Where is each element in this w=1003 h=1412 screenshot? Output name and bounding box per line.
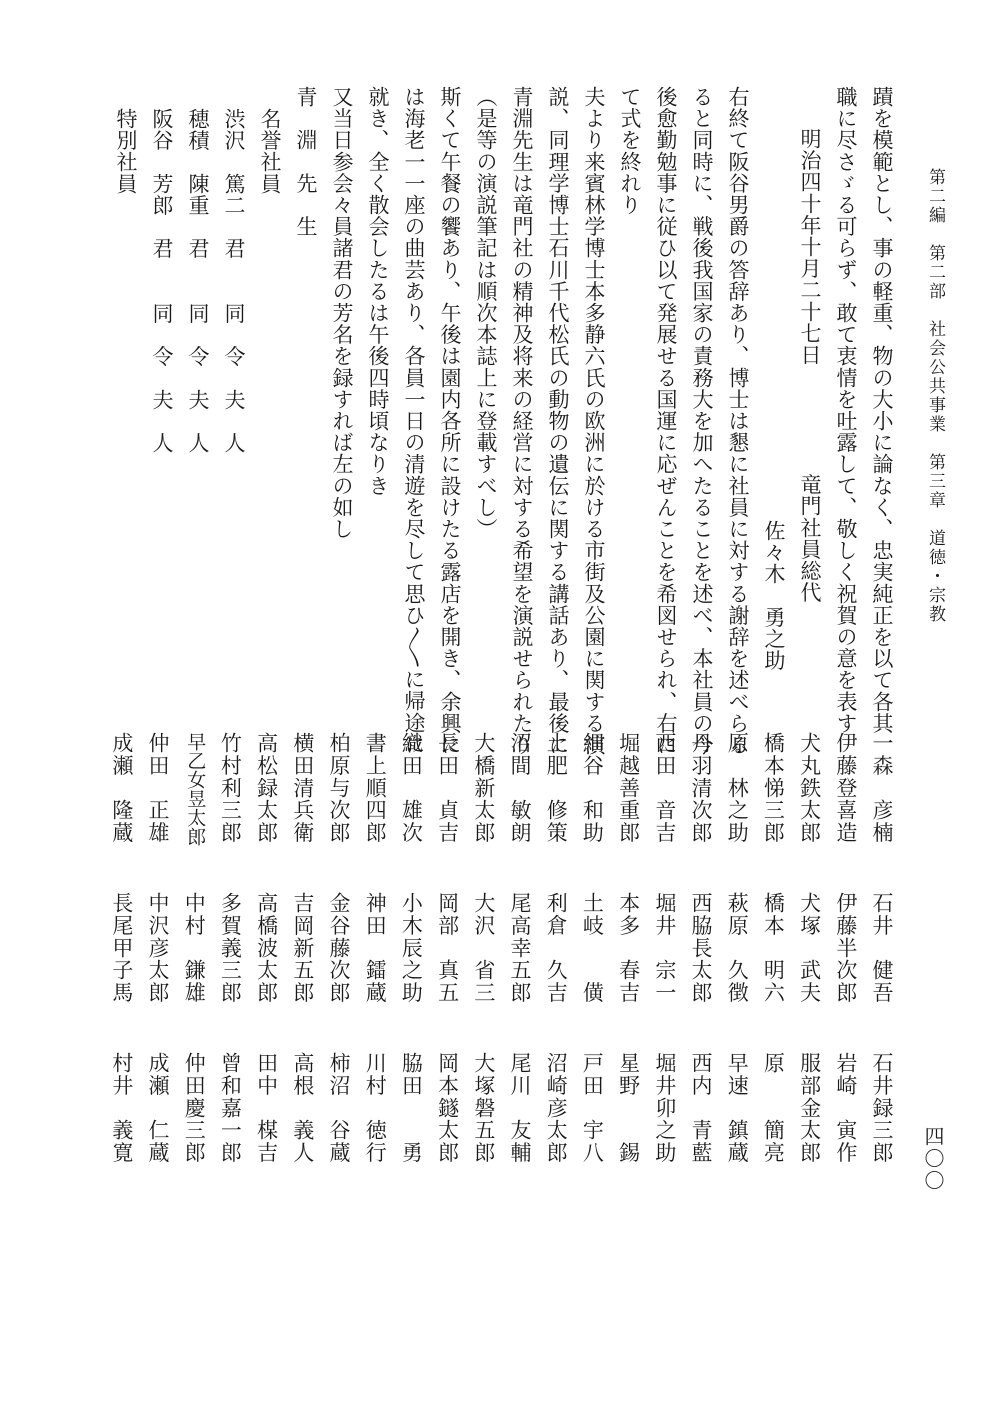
member-name: 星野 錫 [616,1052,641,1164]
body-line: 又当日参会々員諸君の芳名を録すれば左の如し [330,86,354,540]
member-name: 尾高幸五郎 [508,892,532,1004]
member-name: 金谷藤次郎 [327,892,351,1004]
member-name: 大塚磐五郎 [471,1052,496,1164]
body-line: 青淵先生は竜門社の精神及将来の経営に対する希望を演説せられたり [510,86,534,756]
member-name: 成瀬 隆蔵 [109,732,134,844]
member-name: 早乙女昱太郎 [184,732,207,846]
member-name: 土肥 修策 [544,732,569,844]
member-name: 吉岡新五郎 [290,892,315,1004]
body-line: 後愈勤勉事に従ひ以て発展せる国運に応ぜんことを希図せられ、右に [654,86,678,756]
member-name: 川村 徳行 [363,1052,388,1164]
member-name: 伊藤登喜造 [833,732,858,844]
signature-name: 佐々木 勇之助 [762,520,786,672]
member-name: 尾川 友輔 [508,1052,532,1164]
member-name: 田中 楳吉 [254,1052,279,1164]
member-name: 高松録太郎 [254,732,279,844]
member-name: 柏原与次郎 [327,732,351,844]
member-name: 書上順四郎 [363,732,388,844]
member-name: 岩崎 寅作 [833,1052,858,1164]
body-line: ると同時に、戦後我国家の責務大を加へたることを述べ、本社員の今 [690,86,714,756]
member-name: 曾和嘉一郎 [218,1052,243,1164]
body-line: 右終て阪谷男爵の答辞あり、博士は懇に社員に対する謝辞を述べらる [726,86,750,756]
member-name: 柿沼 谷蔵 [327,1052,351,1164]
member-name: 長田 貞吉 [435,732,460,844]
member-name: 石井録三郎 [870,1052,894,1164]
date-line: 明治四十年十月二十七日 竜門社員総代 [798,128,822,604]
member-line: 渋沢 篤二 君 同 令 夫 人 [222,108,246,454]
member-name: 高根 義人 [290,1052,315,1164]
member-name: 沼崎彦太郎 [544,1052,569,1164]
member-name: 小木辰之助 [399,892,424,1004]
member-name: 原 林之助 [725,732,750,844]
member-name: 仲田慶三郎 [182,1052,207,1164]
member-name: 利倉 久吉 [544,892,569,1004]
member-name: 服部金太郎 [797,1052,822,1164]
body-line: は海老一一座の曲芸あり、各員一日の清遊を尽して思ひ〳〵に帰途に [402,86,426,755]
member-name: 堀越善重郎 [616,732,641,844]
running-header: 第二編 第二部 社会公共事業 第三章 道徳・宗教 [925,168,945,624]
member-name: 岡部 真五 [435,892,460,1004]
member-name: 西内 青藍 [689,1052,713,1164]
member-name: 竹村利三郎 [218,732,243,844]
member-name: 長尾甲子馬 [109,892,134,1004]
body-line: （是等の演説筆記は順次本誌上に登載すべし） [474,86,498,540]
member-name: 萩原 久徴 [725,892,750,1004]
member-name: 堀井卯之助 [652,1052,677,1164]
section-heading: 名誉社員 [258,108,282,195]
member-name: 本多 春吉 [616,892,641,1004]
body-line: て式を終れり [618,86,642,216]
member-name: 大沢 省三 [471,892,496,1004]
member-name: 細谷 和助 [580,732,605,844]
member-name: 中沢彦太郎 [146,892,170,1004]
member-name: 西脇長太郎 [689,892,713,1004]
body-line: 蹟を模範とし、事の軽重、物の大小に論なく、忠実純正を以て各其 [870,86,894,734]
member-line: 穂積 陳重 君 同 令 夫 人 [186,108,210,454]
page-number: 四〇〇 [921,1126,945,1192]
member-name: 原 簡亮 [761,1052,786,1164]
member-name: 成瀬 仁蔵 [146,1052,170,1164]
member-name: 大橋新太郎 [471,732,496,844]
member-name: 戸田 宇八 [580,1052,605,1164]
member-name: 脇田 勇 [399,1052,424,1164]
member-name: 織田 雄次 [399,732,424,844]
member-name: 中村 鎌雄 [182,892,207,1004]
member-name: 岡本鐩太郎 [435,1052,460,1164]
body-line: 斯くて午餐の饗あり、午後は園内各所に設けたる露店を開き、余興に [438,86,462,756]
member-name: 堀井 宗一 [652,892,677,1004]
member-name: 犬塚 武夫 [797,892,822,1004]
member-name: 西田 音吉 [652,732,677,844]
member-name: 土岐 僙 [580,892,605,1004]
member-name: 神田 鐳蔵 [363,892,388,1004]
member-name: 早速 鎮蔵 [725,1052,750,1164]
member-name: 伊藤半次郎 [833,892,858,1004]
member-name: 多賀義三郎 [218,892,243,1004]
member-name: 一森 彦楠 [870,732,894,844]
body-line: 説、同理学博士石川千代松氏の動物の遺伝に関する講話あり、最後に [546,86,570,756]
member-name: 橋本悌三郎 [761,732,786,844]
body-line: 職に尽さゞる可らず、敢て衷情を吐露して、敬しく祝賀の意を表す [834,86,858,734]
honoree-line: 青 淵 先 生 [294,86,318,238]
body-line: 夫より来賓林学博士本多静六氏の欧洲に於ける市街及公園に関する演 [582,86,606,756]
member-name: 高橋波太郎 [254,892,279,1004]
member-name: 仲田 正雄 [146,732,170,844]
member-name: 村井 義寛 [109,1052,134,1164]
member-name: 丹羽清次郎 [689,732,713,844]
member-name: 石井 健吾 [870,892,894,1004]
member-name: 沼間 敏朗 [508,732,532,844]
member-name: 横田清兵衛 [290,732,315,844]
section-heading: 特別社員 [114,108,138,195]
member-name: 橋本 明六 [761,892,786,1004]
body-line: 就き、全く散会したるは午後四時頃なりき [366,86,390,497]
member-name: 犬丸鉄太郎 [797,732,822,844]
member-line: 阪谷 芳郎 君 同 令 夫 人 [150,108,174,454]
